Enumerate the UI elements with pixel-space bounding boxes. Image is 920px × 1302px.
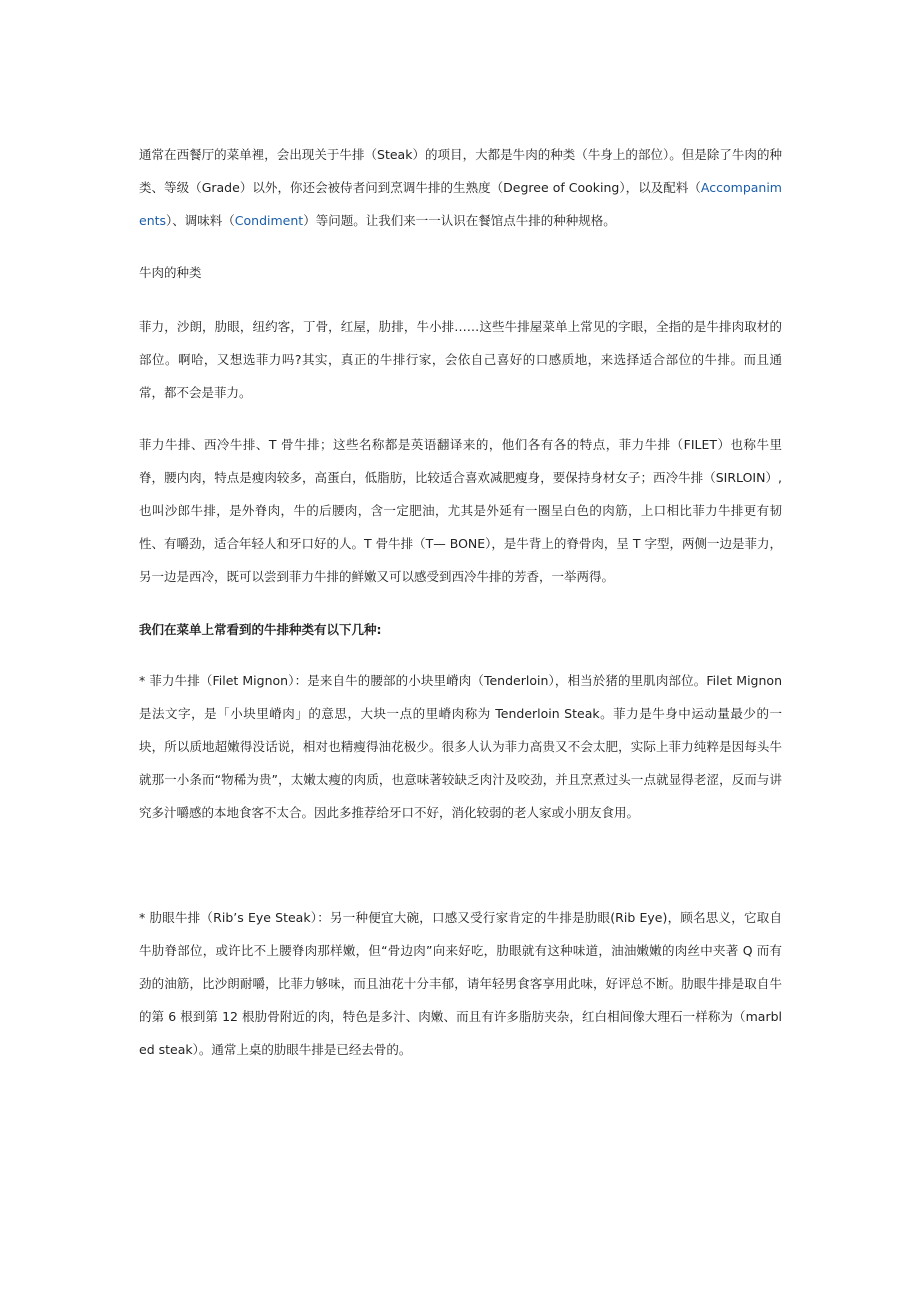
intro-text-1: 通常在西餐厅的菜单裡，会出现关于牛排（Steak）的项目，大都是牛肉的种类（牛身上的部位）。但是除了牛肉的种类、等级（Grade）以外，你还会被侍者问到烹调牛排的生熟度（Degree of Cooking），以及配料（ — [139, 147, 782, 195]
section-heading-menu-steaks: 我们在菜单上常看到的牛排种类有以下几种: — [139, 622, 382, 637]
condiment-link[interactable]: Condiment — [234, 213, 304, 228]
intro-text-2: ）、调味料（ — [166, 213, 235, 228]
steak-types-paragraph: 菲力牛排、西冷牛排、T 骨牛排；这些名称都是英语翻译来的，他们各有各的特点，菲力牛排（FILET）也称牛里脊，腰内肉，特点是瘦肉较多，高蛋白，低脂肪，比较适合喜欢减肥瘦身，要保持身材女子；西冷牛排（SIRLOIN）,也叫沙郎牛排，是外脊肉，牛的后腰肉，含一定肥油，尤其是外延有一圈呈白色的肉筋，上口相比菲力牛排更有韧性、有嚼劲，适合年轻人和牙口好的人。T 骨牛排（T— BONE），是牛背上的脊骨肉，呈 T 字型，两侧一边是菲力，另一边是西冷，既可以尝到菲力牛排的鲜嫩又可以感受到西冷牛排的芳香，一举两得。 — [139, 437, 782, 584]
filet-mignon-paragraph: * 菲力牛排（Filet Mignon）：是来自牛的腰部的小块里嵴肉（Tenderloin），相当於猪的里肌肉部位。Filet Mignon 是法文字，是「小块里嵴肉」的意思，大块一点的里嵴肉称为 Tenderloin Steak。菲力是牛身中运动量最少的一块，所以质地超嫩得没话说，相对也精瘦得油花极少。很多人认为菲力高贵又不会太肥，实际上菲力纯粹是因每头牛就那一小条而“物稀为贵”，太嫩太瘦的肉质，也意味著较缺乏肉汁及咬劲，并且烹煮过头一点就显得老涩，反而与讲究多汁嚼感的本地食客不太合。因此多推荐给牙口不好，消化较弱的老人家或小朋友食用。 — [139, 673, 782, 820]
accompaniments-link[interactable]: Accompaniments — [139, 180, 782, 228]
rib-eye-paragraph: * 肋眼牛排（Rib’s Eye Steak）：另一种便宜大碗，口感又受行家肯定的牛排是肋眼(Rib Eye)，顾名思义，它取自牛肋脊部位，或许比不上腰脊肉那样嫩，但“骨边肉”向来好吃，肋眼就有这种味道，油油嫩嫩的肉丝中夹著 Q 而有劲的油筋，比沙朗耐嚼，比菲力够味，而且油花十分丰郁，请年轻男食客享用此味，好评总不断。肋眼牛排是取自牛的第 6 根到第 12 根肋骨附近的肉，特色是多汁、肉嫩、而且有许多脂肪夹杂，红白相间像大理石一样称为（marbled steak）。通常上桌的肋眼牛排是已经去骨的。 — [139, 910, 782, 1057]
section-heading-beef-types: 牛肉的种类 — [139, 265, 202, 280]
intro-text-3: ）等问题。让我们来一一认识在餐馆点牛排的种种规格。 — [303, 213, 616, 228]
beef-cuts-paragraph: 菲力，沙朗，肋眼，纽约客，丁骨，红屋，肋排，牛小排……这些牛排屋菜单上常见的字眼，全指的是牛排肉取材的部位。啊哈，又想选菲力吗?其实，真正的牛排行家，会依自己喜好的口感质地，来选择适合部位的牛排。而且通常，都不会是菲力。 — [139, 319, 782, 400]
intro-paragraph — [139, 138, 782, 237]
